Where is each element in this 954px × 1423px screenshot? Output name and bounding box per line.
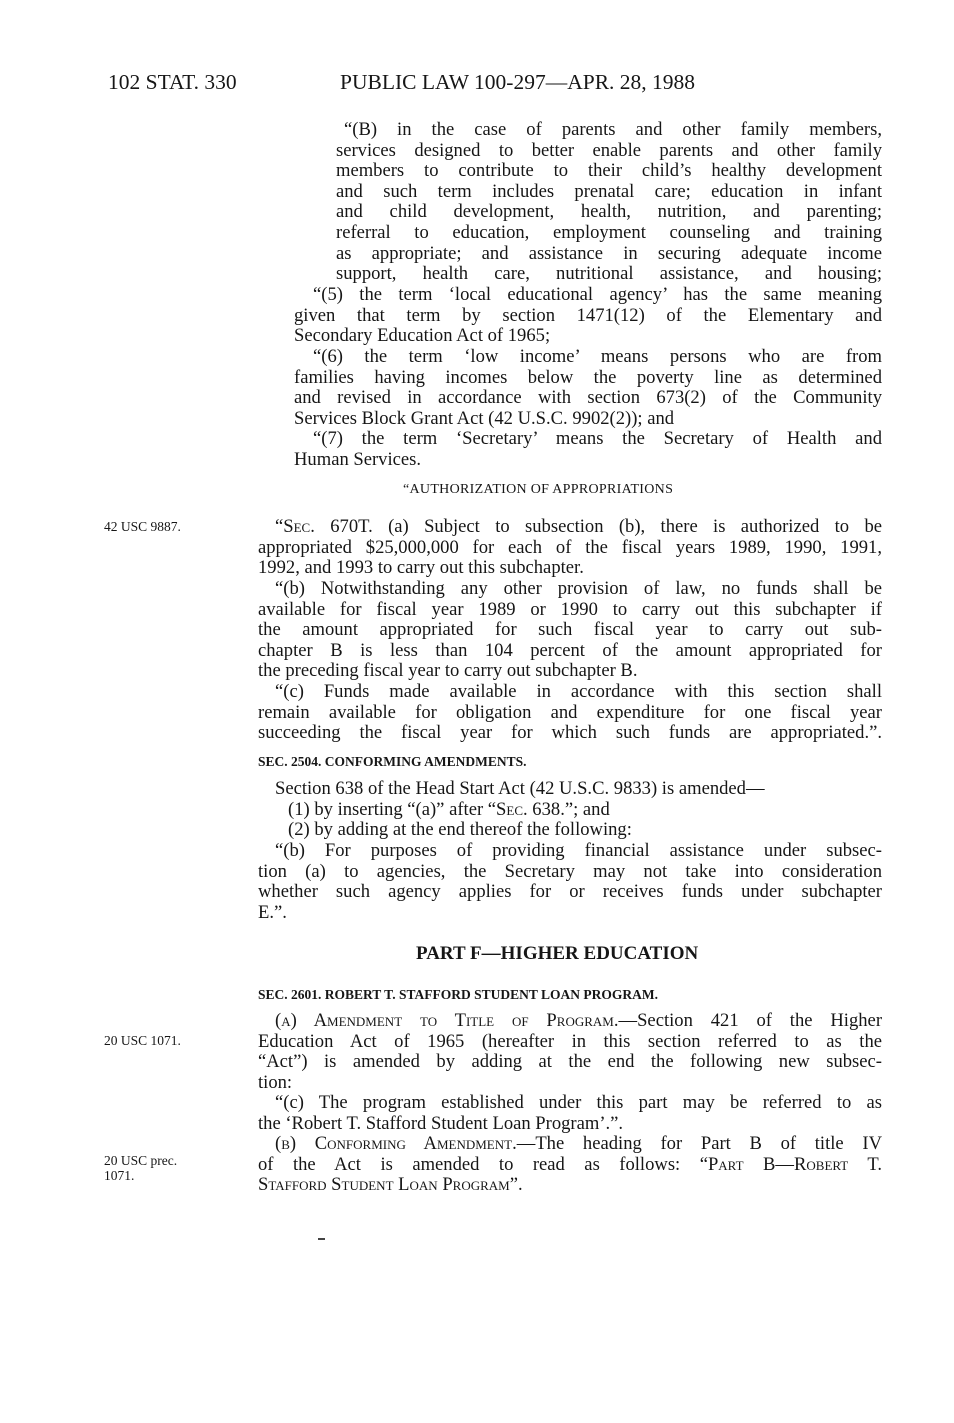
margin-line: 20 USC prec. bbox=[104, 1153, 178, 1168]
subsection-c2-paragraph bbox=[258, 1093, 882, 1134]
text-line: “(c) Funds made available in accordance with this section shall bbox=[275, 681, 882, 702]
text-line: “(b) For purposes of providing financial assistance under subsec- bbox=[275, 840, 882, 861]
amendment-b-text-2: of the Act is amended to read as follows: “ bbox=[258, 1153, 708, 1175]
amendment-b-paragraph bbox=[258, 1134, 882, 1196]
sec-label: Sec bbox=[496, 798, 523, 820]
text-line: given that term by section 1471(12) of the Elementary and bbox=[294, 304, 882, 326]
section-2601-heading: SEC. 2601. ROBERT T. STAFFORD STUDENT LOAN PROGRAM. bbox=[258, 987, 658, 1002]
text-line: families having incomes below the poverty line as determined bbox=[294, 366, 882, 388]
text-line: as appropriate; and assistance in securing adequate income bbox=[336, 242, 882, 264]
text-line: support, health care, nutritional assistance, and housing; bbox=[336, 263, 882, 285]
text-line: available for fiscal year 1989 or 1990 to carry out this subchapter if bbox=[258, 598, 882, 620]
text-line: and revised in accordance with section 673(2) of the Community bbox=[294, 387, 882, 409]
text-line: services designed to better enable parents and other family bbox=[336, 139, 882, 161]
text-line: “(c) The program established under this part may be referred to as bbox=[275, 1092, 882, 1113]
open-quote: “ bbox=[275, 516, 284, 537]
subsection-b2-paragraph bbox=[258, 841, 882, 923]
section-670t-paragraph bbox=[258, 517, 882, 579]
text-line: and such term includes prenatal care; education in infant bbox=[336, 180, 882, 202]
text-line: chapter B is less than 104 percent of the amount appropriated for bbox=[258, 639, 882, 661]
authorization-heading: “AUTHORIZATION OF APPROPRIATIONS bbox=[403, 482, 674, 497]
amendment-a-caption: (a) Amendment to Title of Program. bbox=[275, 1010, 619, 1031]
amendment-a-paragraph bbox=[258, 1011, 882, 1093]
text-line: succeeding the fiscal year for which such funds are appropriated.”. bbox=[258, 722, 882, 744]
item-1-text: (1) by inserting “(a)” after “ bbox=[288, 798, 497, 820]
definition-6-paragraph bbox=[294, 347, 882, 429]
text-line: “Act”) is amended by adding at the end the following new subsec- bbox=[258, 1051, 882, 1073]
text-line: the amount appropriated for such fiscal year to carry out sub- bbox=[258, 619, 882, 641]
definition-5-paragraph bbox=[294, 285, 882, 347]
text-line: Services Block Grant Act (42 U.S.C. 9902(2)); and bbox=[294, 407, 675, 429]
text-line: members to contribute to their child’s healthy development bbox=[336, 160, 882, 182]
section-2504-body bbox=[258, 779, 882, 841]
text-line: the preceding fiscal year to carry out subchapter B. bbox=[258, 660, 638, 682]
text-line: Human Services. bbox=[294, 448, 422, 470]
public-law-header: PUBLIC LAW 100-297—APR. 28, 1988 bbox=[340, 70, 696, 94]
text-line: tion (a) to agencies, the Secretary may not take into consideration bbox=[258, 860, 882, 882]
page-number-header: 102 STAT. 330 bbox=[108, 70, 237, 94]
section-2504-heading: SEC. 2504. CONFORMING AMENDMENTS. bbox=[258, 754, 527, 769]
text-line: “(B) in the case of parents and other family members, bbox=[344, 119, 882, 140]
subsection-b-paragraph bbox=[258, 579, 882, 682]
amendment-b-text: —The heading for Part B of title IV bbox=[516, 1133, 882, 1154]
text-line: tion: bbox=[258, 1071, 293, 1093]
margin-line: 1071. bbox=[104, 1168, 135, 1183]
section-670t-text: . 670T. (a) Subject to subsection (b), there is authorized to be bbox=[310, 516, 882, 537]
text-line bbox=[275, 1134, 882, 1155]
text-line bbox=[258, 1155, 882, 1176]
part-b-title: Part B—Robert T. bbox=[707, 1153, 882, 1175]
text-line: whether such agency applies for or receives funds under subchapter bbox=[258, 881, 882, 903]
text-line: “(5) the term ‘local educational agency’ has the same meaning bbox=[313, 284, 882, 305]
text-line: “(7) the term ‘Secretary’ means the Secretary of Health and bbox=[313, 428, 882, 449]
text-line: Section 638 of the Head Start Act (42 U.S.C. 9833) is amended— bbox=[275, 778, 765, 799]
text-line bbox=[258, 1175, 882, 1196]
part-f-heading: PART F—HIGHER EDUCATION bbox=[416, 943, 699, 964]
text-line: Education Act of 1965 (hereafter in this section referred to as the bbox=[258, 1030, 882, 1052]
text-line: 1992, and 1993 to carry out this subchapter. bbox=[258, 557, 584, 579]
sec-label: Sec bbox=[283, 516, 311, 537]
definition-7-paragraph bbox=[294, 429, 882, 470]
text-line: appropriated $25,000,000 for each of the fiscal years 1989, 1990, 1991, bbox=[258, 536, 882, 558]
text-line: remain available for obligation and expenditure for one fiscal year bbox=[258, 701, 882, 723]
program-title: Stafford Student Loan Program bbox=[258, 1174, 510, 1196]
text-line: and child development, health, nutrition, and parenting; bbox=[336, 201, 882, 223]
text-line: (2) by adding at the end thereof the following: bbox=[288, 819, 632, 841]
text-line bbox=[275, 517, 882, 538]
subsection-c-paragraph bbox=[258, 682, 882, 744]
text-line: “(6) the term ‘low income’ means persons who are from bbox=[313, 346, 882, 367]
text-line: referral to education, employment counseling and training bbox=[336, 221, 882, 243]
text-line: “(b) Notwithstanding any other provision of law, no funds shall be bbox=[275, 578, 882, 599]
amendment-a-text: —Section 421 of the Higher bbox=[618, 1010, 883, 1031]
margin-citation-20-usc-prec bbox=[104, 1153, 177, 1183]
margin-citation-42-usc-9887: 42 USC 9887. bbox=[104, 519, 181, 534]
closing-quote: ”. bbox=[509, 1174, 523, 1196]
text-line: Secondary Education Act of 1965; bbox=[294, 325, 551, 347]
stray-mark bbox=[318, 1238, 325, 1240]
text-line bbox=[275, 1011, 882, 1032]
text-line bbox=[288, 800, 882, 821]
margin-citation-20-usc-1071: 20 USC 1071. bbox=[104, 1033, 181, 1048]
definition-b-paragraph bbox=[336, 120, 882, 285]
amendment-b-caption: (b) Conforming Amendment. bbox=[275, 1133, 517, 1154]
text-line: the ‘Robert T. Stafford Student Loan Program’.”. bbox=[258, 1112, 624, 1134]
text-line: E.”. bbox=[258, 901, 287, 923]
item-1-text-end: . 638.”; and bbox=[523, 798, 610, 820]
